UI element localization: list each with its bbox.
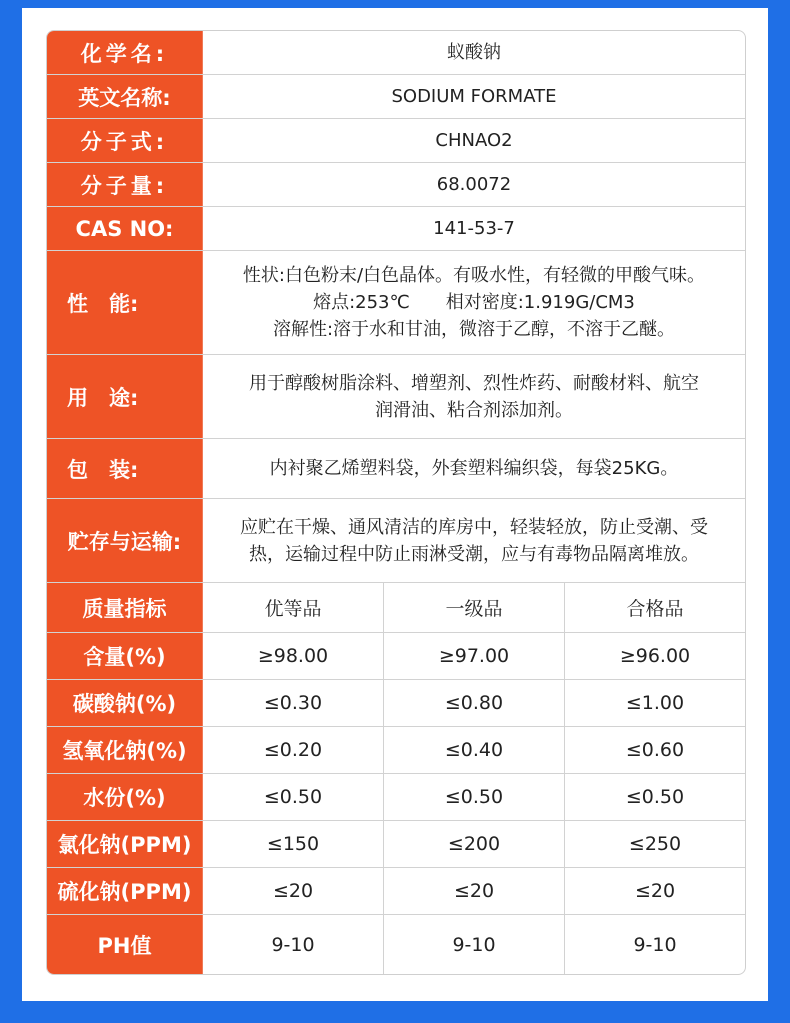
label-properties: 性 能: — [47, 251, 203, 354]
quality-row-sodium-chloride — [47, 821, 745, 868]
row-molecular-weight — [47, 163, 745, 207]
label-chemical-name: 化学名: — [47, 31, 203, 74]
storage-line: 应贮在干燥、通风清洁的库房中，轻装轻放，防止受潮、受 — [240, 516, 708, 538]
quality-cell: ≥98.00 — [203, 633, 384, 679]
grade-premium: 优等品 — [203, 583, 384, 632]
row-chemical-name — [47, 31, 745, 75]
quality-cell: 9-10 — [633, 933, 677, 956]
quality-cell: ≤1.00 — [625, 692, 685, 714]
label-storage: 贮存与运输: — [47, 499, 203, 582]
quality-cell: ≤0.80 — [384, 680, 565, 726]
label-packing: 包 装: — [47, 439, 203, 498]
label-quality-index: 质量指标 — [47, 583, 203, 632]
value-storage — [203, 499, 745, 582]
quality-row-ph — [47, 915, 745, 974]
quality-label: PH值 — [47, 915, 203, 974]
row-formula — [47, 119, 745, 163]
value-properties — [203, 251, 745, 354]
properties-line: 溶解性:溶于水和甘油，微溶于乙醇，不溶于乙醚。 — [272, 319, 676, 340]
quality-cell: ≤250 — [628, 833, 682, 855]
usage-line: 润滑油、粘合剂添加剂。 — [375, 399, 573, 421]
quality-cell: ≤20 — [634, 880, 676, 902]
quality-row-sodium-carbonate — [47, 680, 745, 727]
quality-label: 氯化钠(PPM) — [47, 821, 203, 867]
properties-line: 熔点:253℃ 相对密度:1.919G/CM3 — [313, 292, 635, 313]
value-cas-no: 141-53-7 — [433, 218, 515, 239]
properties-line: 性状:白色粉末/白色晶体。有吸水性，有轻微的甲酸气味。 — [242, 265, 706, 286]
quality-row-moisture — [47, 774, 745, 821]
quality-row-sodium-sulfide — [47, 868, 745, 915]
row-properties — [47, 251, 745, 355]
value-english-name: SODIUM FORMATE — [391, 86, 557, 107]
row-usage — [47, 355, 745, 439]
label-formula: 分子式: — [47, 119, 203, 162]
value-chemical-name: 蚁酸钠 — [447, 42, 501, 63]
quality-label: 硫化钠(PPM) — [47, 868, 203, 914]
grade-qualified: 合格品 — [626, 598, 684, 620]
grade-first: 一级品 — [384, 583, 565, 632]
label-usage: 用 途: — [47, 355, 203, 438]
quality-cell: ≤0.50 — [625, 786, 685, 808]
usage-line: 用于醇酸树脂涂料、增塑剂、烈性炸药、耐酸材料、航空 — [249, 372, 699, 394]
quality-row-content — [47, 633, 745, 680]
quality-cell: ≤150 — [203, 821, 384, 867]
quality-cell: ≥96.00 — [619, 645, 691, 667]
row-storage — [47, 499, 745, 583]
quality-cell: ≥97.00 — [384, 633, 565, 679]
quality-label: 含量(%) — [47, 633, 203, 679]
label-english-name: 英文名称: — [47, 75, 203, 118]
quality-cell: ≤0.30 — [203, 680, 384, 726]
storage-line: 热，运输过程中防止雨淋受潮，应与有毒物品隔离堆放。 — [249, 543, 699, 565]
spec-table — [46, 30, 746, 975]
row-cas-no — [47, 207, 745, 251]
quality-cell: ≤20 — [384, 868, 565, 914]
quality-cell: ≤0.20 — [203, 727, 384, 773]
row-packing — [47, 439, 745, 499]
quality-cell: 9-10 — [384, 915, 565, 974]
value-packing: 内衬聚乙烯塑料袋，外套塑料编织袋，每袋25KG。 — [269, 458, 679, 479]
value-formula: CHNAO2 — [435, 130, 513, 151]
row-quality-header — [47, 583, 745, 633]
value-molecular-weight: 68.0072 — [436, 174, 512, 195]
label-molecular-weight: 分子量: — [47, 163, 203, 206]
value-usage — [203, 355, 745, 438]
quality-cell: ≤20 — [203, 868, 384, 914]
quality-label: 氢氧化钠(%) — [47, 727, 203, 773]
quality-cell: ≤0.40 — [384, 727, 565, 773]
row-english-name — [47, 75, 745, 119]
quality-cell: ≤200 — [384, 821, 565, 867]
quality-cell: ≤0.50 — [384, 774, 565, 820]
quality-cell: ≤0.50 — [203, 774, 384, 820]
label-cas-no: CAS NO: — [47, 207, 203, 250]
quality-row-sodium-hydroxide — [47, 727, 745, 774]
quality-cell: ≤0.60 — [625, 739, 685, 761]
quality-cell: 9-10 — [203, 915, 384, 974]
quality-label: 碳酸钠(%) — [47, 680, 203, 726]
quality-label: 水份(%) — [47, 774, 203, 820]
